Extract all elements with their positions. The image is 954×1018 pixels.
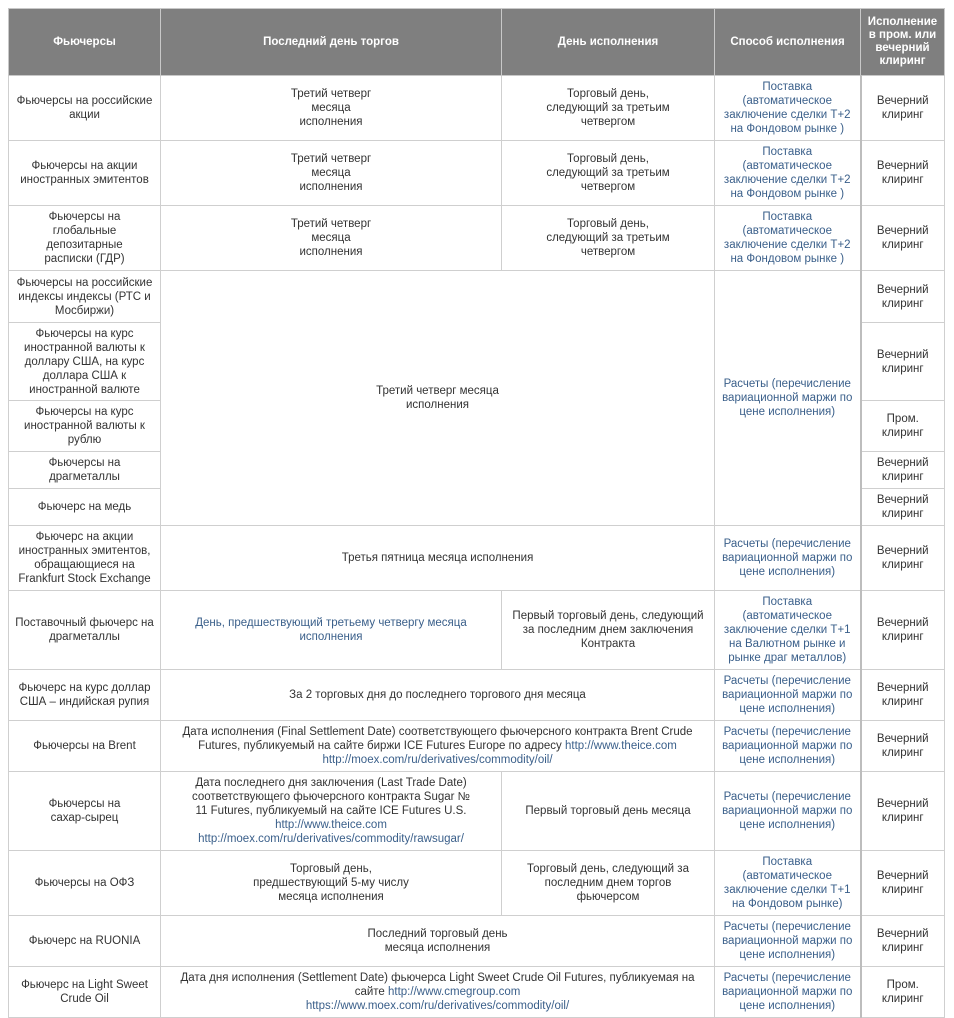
futures-name: Поставочный фьючерс на драгметаллы (9, 591, 161, 670)
light-sweet-settlement-text: Дата дня исполнения (Settlement Date) фьючерса Light Sweet Crude Oil Futures, публикуемая на сайте (180, 972, 695, 998)
futures-name: Фьючерсы на глобальные депозитарные расписки (ГДР) (9, 206, 161, 271)
header-last-trading-day: Последний день торгов (161, 9, 502, 76)
table-row (9, 591, 945, 670)
trading-and-settlement-day: За 2 торговых дня до последнего торгового дня месяца (161, 670, 715, 721)
settlement-method: Расчеты (перечисление вариационной маржи по цене исполнения) (715, 772, 861, 851)
table-row (9, 526, 945, 591)
header-row (9, 9, 945, 76)
clearing-type: Вечерний клиринг (861, 452, 945, 489)
settlement-method: Расчеты (перечисление вариационной маржи по цене исполнения) (715, 526, 861, 591)
table-row (9, 141, 945, 206)
settlement-method: Поставка (автоматическое заключение сделки Т+2 на Фондовом рынке ) (715, 76, 861, 141)
settlement-method: Поставка (автоматическое заключение сделки Т+1 на Фондовом рынке) (715, 851, 861, 916)
clearing-type: Вечерний клиринг (861, 916, 945, 967)
settlement-method: Поставка (автоматическое заключение сделки Т+2 на Фондовом рынке ) (715, 206, 861, 271)
futures-name: Фьючерсы на курс иностранной валюты к доллару США, на курс доллара США к иностранной валюте (9, 323, 161, 401)
moex-oil-link[interactable]: https://www.moex.com/ru/derivatives/commodity/oil/ (305, 1000, 570, 1012)
sugar-last-day-text: Дата последнего дня заключения (Last Trade Date) соответствующего фьючерсного контракта Sugar № 11 Futures, публикуемый на сайте ICE Futures U.S. (191, 777, 471, 817)
table-row (9, 271, 945, 323)
table-row (9, 772, 945, 851)
clearing-type: Вечерний клиринг (861, 721, 945, 772)
futures-name: Фьючерс на RUONIA (9, 916, 161, 967)
clearing-type: Пром. клиринг (861, 967, 945, 1018)
settlement-method: Расчеты (перечисление вариационной маржи по цене исполнения) (715, 271, 861, 526)
settlement-method: Расчеты (перечисление вариационной маржи по цене исполнения) (715, 967, 861, 1018)
header-clearing: Исполнение в пром. или вечерний клиринг (861, 9, 945, 76)
futures-name: Фьючерс на акции иностранных эмитентов, обращающиеся на Frankfurt Stock Exchange (9, 526, 161, 591)
settlement-day: Торговый день, следующий за третьим четвергом (502, 76, 715, 141)
moex-oil-link[interactable]: http://moex.com/ru/derivatives/commodity/oil/ (322, 754, 553, 766)
settlement-day: Торговый день, следующий за третьим четвергом (502, 206, 715, 271)
clearing-type: Пром. клиринг (861, 401, 945, 452)
settlement-day: Первый торговый день месяца (502, 772, 715, 851)
last-trading-day: Третий четверг месяца исполнения (161, 76, 502, 141)
table-row (9, 967, 945, 1018)
clearing-type: Вечерний клиринг (861, 670, 945, 721)
futures-table-container (8, 8, 945, 1018)
settlement-method: Поставка (автоматическое заключение сделки Т+1 на Валютном рынке и рынке драг металлов) (715, 591, 861, 670)
last-trading-day (161, 772, 502, 851)
table-row (9, 851, 945, 916)
futures-name: Фьючерсы на Brent (9, 721, 161, 772)
header-futures: Фьючерсы (9, 9, 161, 76)
trading-and-settlement-day: Третья пятница месяца исполнения (161, 526, 715, 591)
shared-trading-day: Третий четверг месяца исполнения (161, 271, 715, 526)
clearing-type: Вечерний клиринг (861, 323, 945, 401)
settlement-day: Торговый день, следующий за третьим четвергом (502, 141, 715, 206)
futures-name: Фьючерсы на российские акции (9, 76, 161, 141)
settlement-method: Поставка (автоматическое заключение сделки Т+2 на Фондовом рынке ) (715, 141, 861, 206)
moex-rawsugar-link[interactable]: http://moex.com/ru/derivatives/commodity/rawsugar/ (198, 833, 464, 845)
futures-name: Фьючерс на медь (9, 489, 161, 526)
clearing-type: Вечерний клиринг (861, 76, 945, 141)
table-row (9, 721, 945, 772)
futures-name: Фьючерсы на сахар-сырец (9, 772, 161, 851)
settlement-method: Расчеты (перечисление вариационной маржи по цене исполнения) (715, 916, 861, 967)
clearing-type: Вечерний клиринг (861, 489, 945, 526)
last-trading-day: Третий четверг месяца исполнения (161, 141, 502, 206)
theice-link[interactable]: http://www.theice.com (565, 740, 677, 752)
clearing-type: Вечерний клиринг (861, 141, 945, 206)
futures-name: Фьючерсы на российские индексы индексы (РТС и Мосбиржи) (9, 271, 161, 323)
futures-name: Фьючерс на Light Sweet Crude Oil (9, 967, 161, 1018)
trading-and-settlement-day (161, 967, 715, 1018)
futures-settlement-table (8, 8, 945, 1018)
settlement-day: Торговый день, следующий за последним днем торгов фьючерсом (502, 851, 715, 916)
clearing-type: Вечерний клиринг (861, 271, 945, 323)
futures-name: Фьючерсы на акции иностранных эмитентов (9, 141, 161, 206)
clearing-type: Вечерний клиринг (861, 526, 945, 591)
clearing-type: Вечерний клиринг (861, 591, 945, 670)
futures-name: Фьючерс на курс доллар США – индийская рупия (9, 670, 161, 721)
theice-link[interactable]: http://www.theice.com (275, 819, 387, 831)
cmegroup-link[interactable]: http://www.cmegroup.com (388, 986, 521, 998)
clearing-type: Вечерний клиринг (861, 851, 945, 916)
clearing-type: Вечерний клиринг (861, 772, 945, 851)
settlement-method: Расчеты (перечисление вариационной маржи по цене исполнения) (715, 670, 861, 721)
futures-name: Фьючерсы на ОФЗ (9, 851, 161, 916)
clearing-type: Вечерний клиринг (861, 206, 945, 271)
header-settlement-day: День исполнения (502, 9, 715, 76)
brent-settlement-text: Дата исполнения (Final Settlement Date) соответствующего фьючерсного контракта Brent Crude Futures, публикуемый на сайте биржи ICE Futures Europe по адресу (182, 726, 693, 752)
table-row (9, 76, 945, 141)
header-settlement-method: Способ исполнения (715, 9, 861, 76)
last-trading-day: Третий четверг месяца исполнения (161, 206, 502, 271)
trading-and-settlement-day: Последний торговый день месяца исполнения (161, 916, 715, 967)
last-trading-day: Торговый день, предшествующий 5-му числу месяца исполнения (161, 851, 502, 916)
trading-and-settlement-day (161, 721, 715, 772)
futures-name: Фьючерсы на драгметаллы (9, 452, 161, 489)
table-row (9, 206, 945, 271)
futures-name: Фьючерсы на курс иностранной валюты к рублю (9, 401, 161, 452)
settlement-method: Расчеты (перечисление вариационной маржи по цене исполнения) (715, 721, 861, 772)
settlement-day: Первый торговый день, следующий за последним днем заключения Контракта (502, 591, 715, 670)
last-trading-day: День, предшествующий третьему четвергу месяца исполнения (161, 591, 502, 670)
table-row (9, 916, 945, 967)
table-row (9, 670, 945, 721)
